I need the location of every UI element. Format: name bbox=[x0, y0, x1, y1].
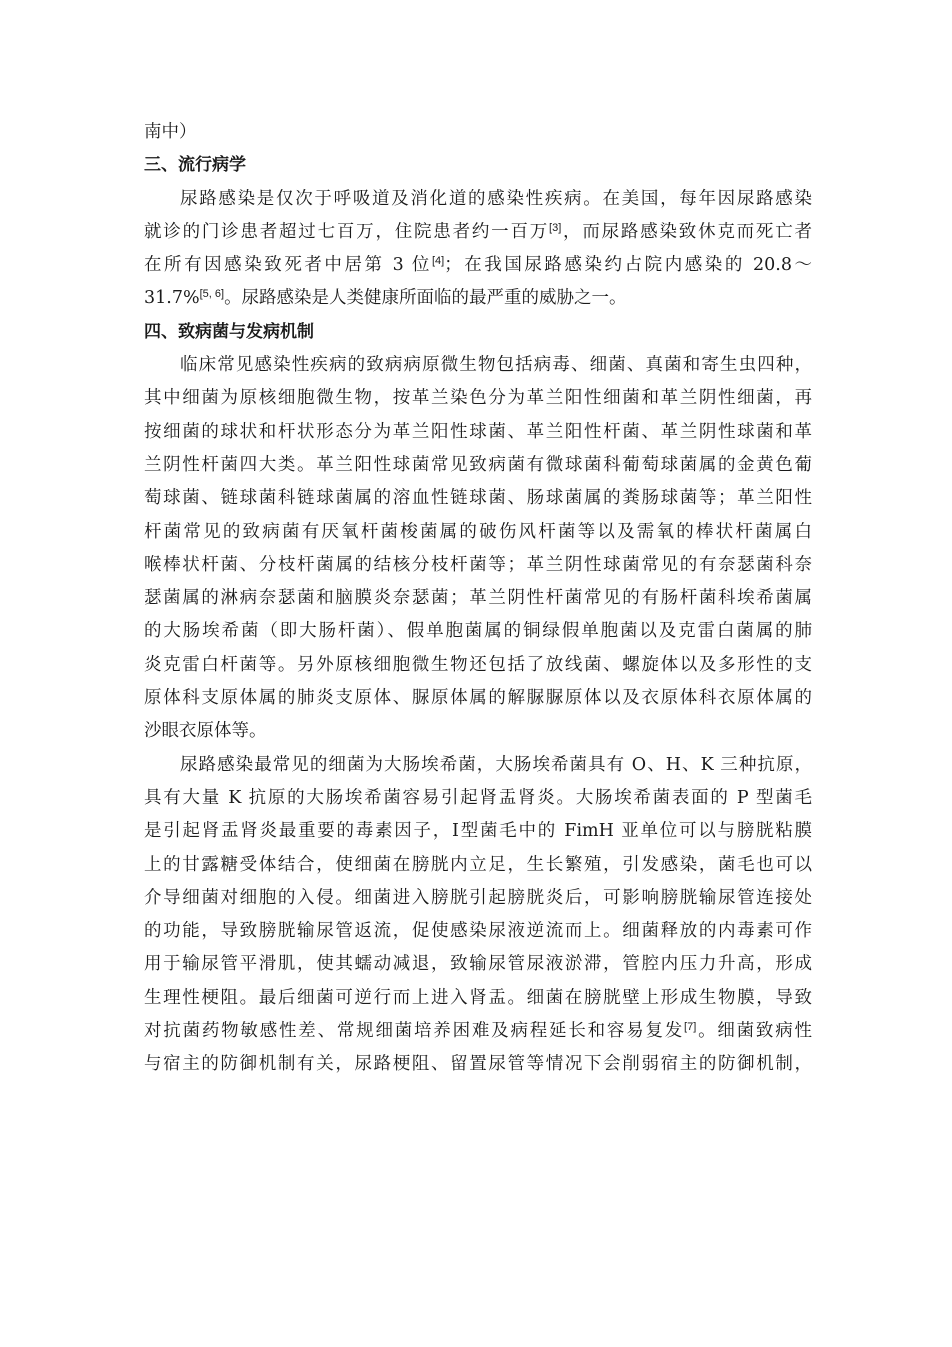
section-heading: 三、流行病学 bbox=[144, 155, 246, 176]
paragraph-line: 介导细菌对细胞的入侵。细菌进入膀胱引起膀胱炎后，可影响膀胱输尿管连接处 bbox=[144, 887, 812, 908]
paragraph-line: 尿路感染最常见的细菌为大肠埃希菌，大肠埃希菌具有 O、H、K 三种抗原， bbox=[180, 754, 812, 775]
paragraph-line: 其中细菌为原核细胞微生物，按革兰染色分为革兰阳性细菌和革兰阴性细菌，再 bbox=[144, 388, 812, 409]
paragraph-line: 兰阴性杆菌四大类。革兰阳性球菌常见致病菌有微球菌科葡萄球菌属的金黄色葡 bbox=[144, 454, 812, 475]
paragraph-line: 用于输尿管平滑肌，使其蠕动减退，致输尿管尿液淤滞，管腔内压力升高，形成 bbox=[144, 954, 812, 975]
citation: [7] bbox=[684, 1021, 697, 1034]
citation: [3] bbox=[549, 221, 562, 234]
paragraph-line: 就诊的门诊患者超过七百万，住院患者约一百万[3]，而尿路感染致休克而死亡者 bbox=[144, 221, 812, 242]
paragraph-line: 临床常见感染性疾病的致病病原微生物包括病毒、细菌、真菌和寄生虫四种， bbox=[180, 355, 812, 376]
paragraph-line: 在所有因感染致死者中居第 3 位[4]；在我国尿路感染约占院内感染的 20.8～ bbox=[144, 255, 812, 276]
paragraph-line: 沙眼衣原体等。 bbox=[144, 721, 267, 742]
citation: [5, 6] bbox=[199, 288, 225, 301]
paragraph-line: 生理性梗阻。最后细菌可逆行而上进入肾盂。细菌在膀胱壁上形成生物膜，导致 bbox=[144, 987, 812, 1008]
paragraph-line: 具有大量 K 抗原的大肠埃希菌容易引起肾盂肾炎。大肠埃希菌表面的 P 型菌毛 bbox=[144, 787, 812, 808]
paragraph-line: 与宿主的防御机制有关，尿路梗阻、留置尿管等情况下会削弱宿主的防御机制， bbox=[144, 1054, 812, 1075]
paragraph-line: 的功能，导致膀胱输尿管返流，促使感染尿液逆流而上。细菌释放的内毒素可作 bbox=[144, 921, 812, 942]
paragraph-line: 按细菌的球状和杆状形态分为革兰阳性球菌、革兰阳性杆菌、革兰阴性球菌和革 bbox=[144, 421, 812, 442]
paragraph-line: 杆菌常见的致病菌有厌氧杆菌梭菌属的破伤风杆菌等以及需氧的棒状杆菌属白 bbox=[144, 521, 812, 542]
paragraph-line: 尿路感染是仅次于呼吸道及消化道的感染性疾病。在美国，每年因尿路感染 bbox=[180, 188, 812, 209]
paragraph-line: 31.7%[5, 6]。尿路感染是人类健康所面临的最严重的威胁之一。 bbox=[144, 288, 627, 309]
paragraph-line: 原体科支原体属的肺炎支原体、脲原体属的解脲脲原体以及衣原体科衣原体属的 bbox=[144, 688, 812, 709]
paragraph-line: 是引起肾盂肾炎最重要的毒素因子，Ⅰ型菌毛中的 FimH 亚单位可以与膀胱粘膜 bbox=[144, 821, 812, 842]
paragraph-line: 上的甘露糖受体结合，使细菌在膀胱内立足，生长繁殖，引发感染，菌毛也可以 bbox=[144, 854, 812, 875]
paragraph-line: 对抗菌药物敏感性差、常规细菌培养困难及病程延长和容易复发[7]。细菌致病性 bbox=[144, 1021, 812, 1042]
paragraph-line: 的大肠埃希菌（即大肠杆菌）、假单胞菌属的铜绿假单胞菌以及克雷白菌属的肺 bbox=[144, 621, 812, 642]
citation: [4] bbox=[431, 255, 445, 268]
paragraph-line: 喉棒状杆菌、分枝杆菌属的结核分枝杆菌等；革兰阴性球菌常见的有奈瑟菌科奈 bbox=[144, 554, 812, 575]
paragraph-line: 萄球菌、链球菌科链球菌属的溶血性链球菌、肠球菌属的粪肠球菌等；革兰阳性 bbox=[144, 488, 812, 509]
paragraph-line: 瑟菌属的淋病奈瑟菌和脑膜炎奈瑟菌；革兰阴性杆菌常见的有肠杆菌科埃希菌属 bbox=[144, 588, 812, 609]
document-page bbox=[144, 116, 812, 1082]
section-heading: 四、致病菌与发病机制 bbox=[144, 321, 314, 342]
text-line: 南中） bbox=[144, 122, 197, 142]
paragraph-line: 炎克雷白杆菌等。另外原核细胞微生物还包括了放线菌、螺旋体以及多形性的支 bbox=[144, 654, 812, 675]
